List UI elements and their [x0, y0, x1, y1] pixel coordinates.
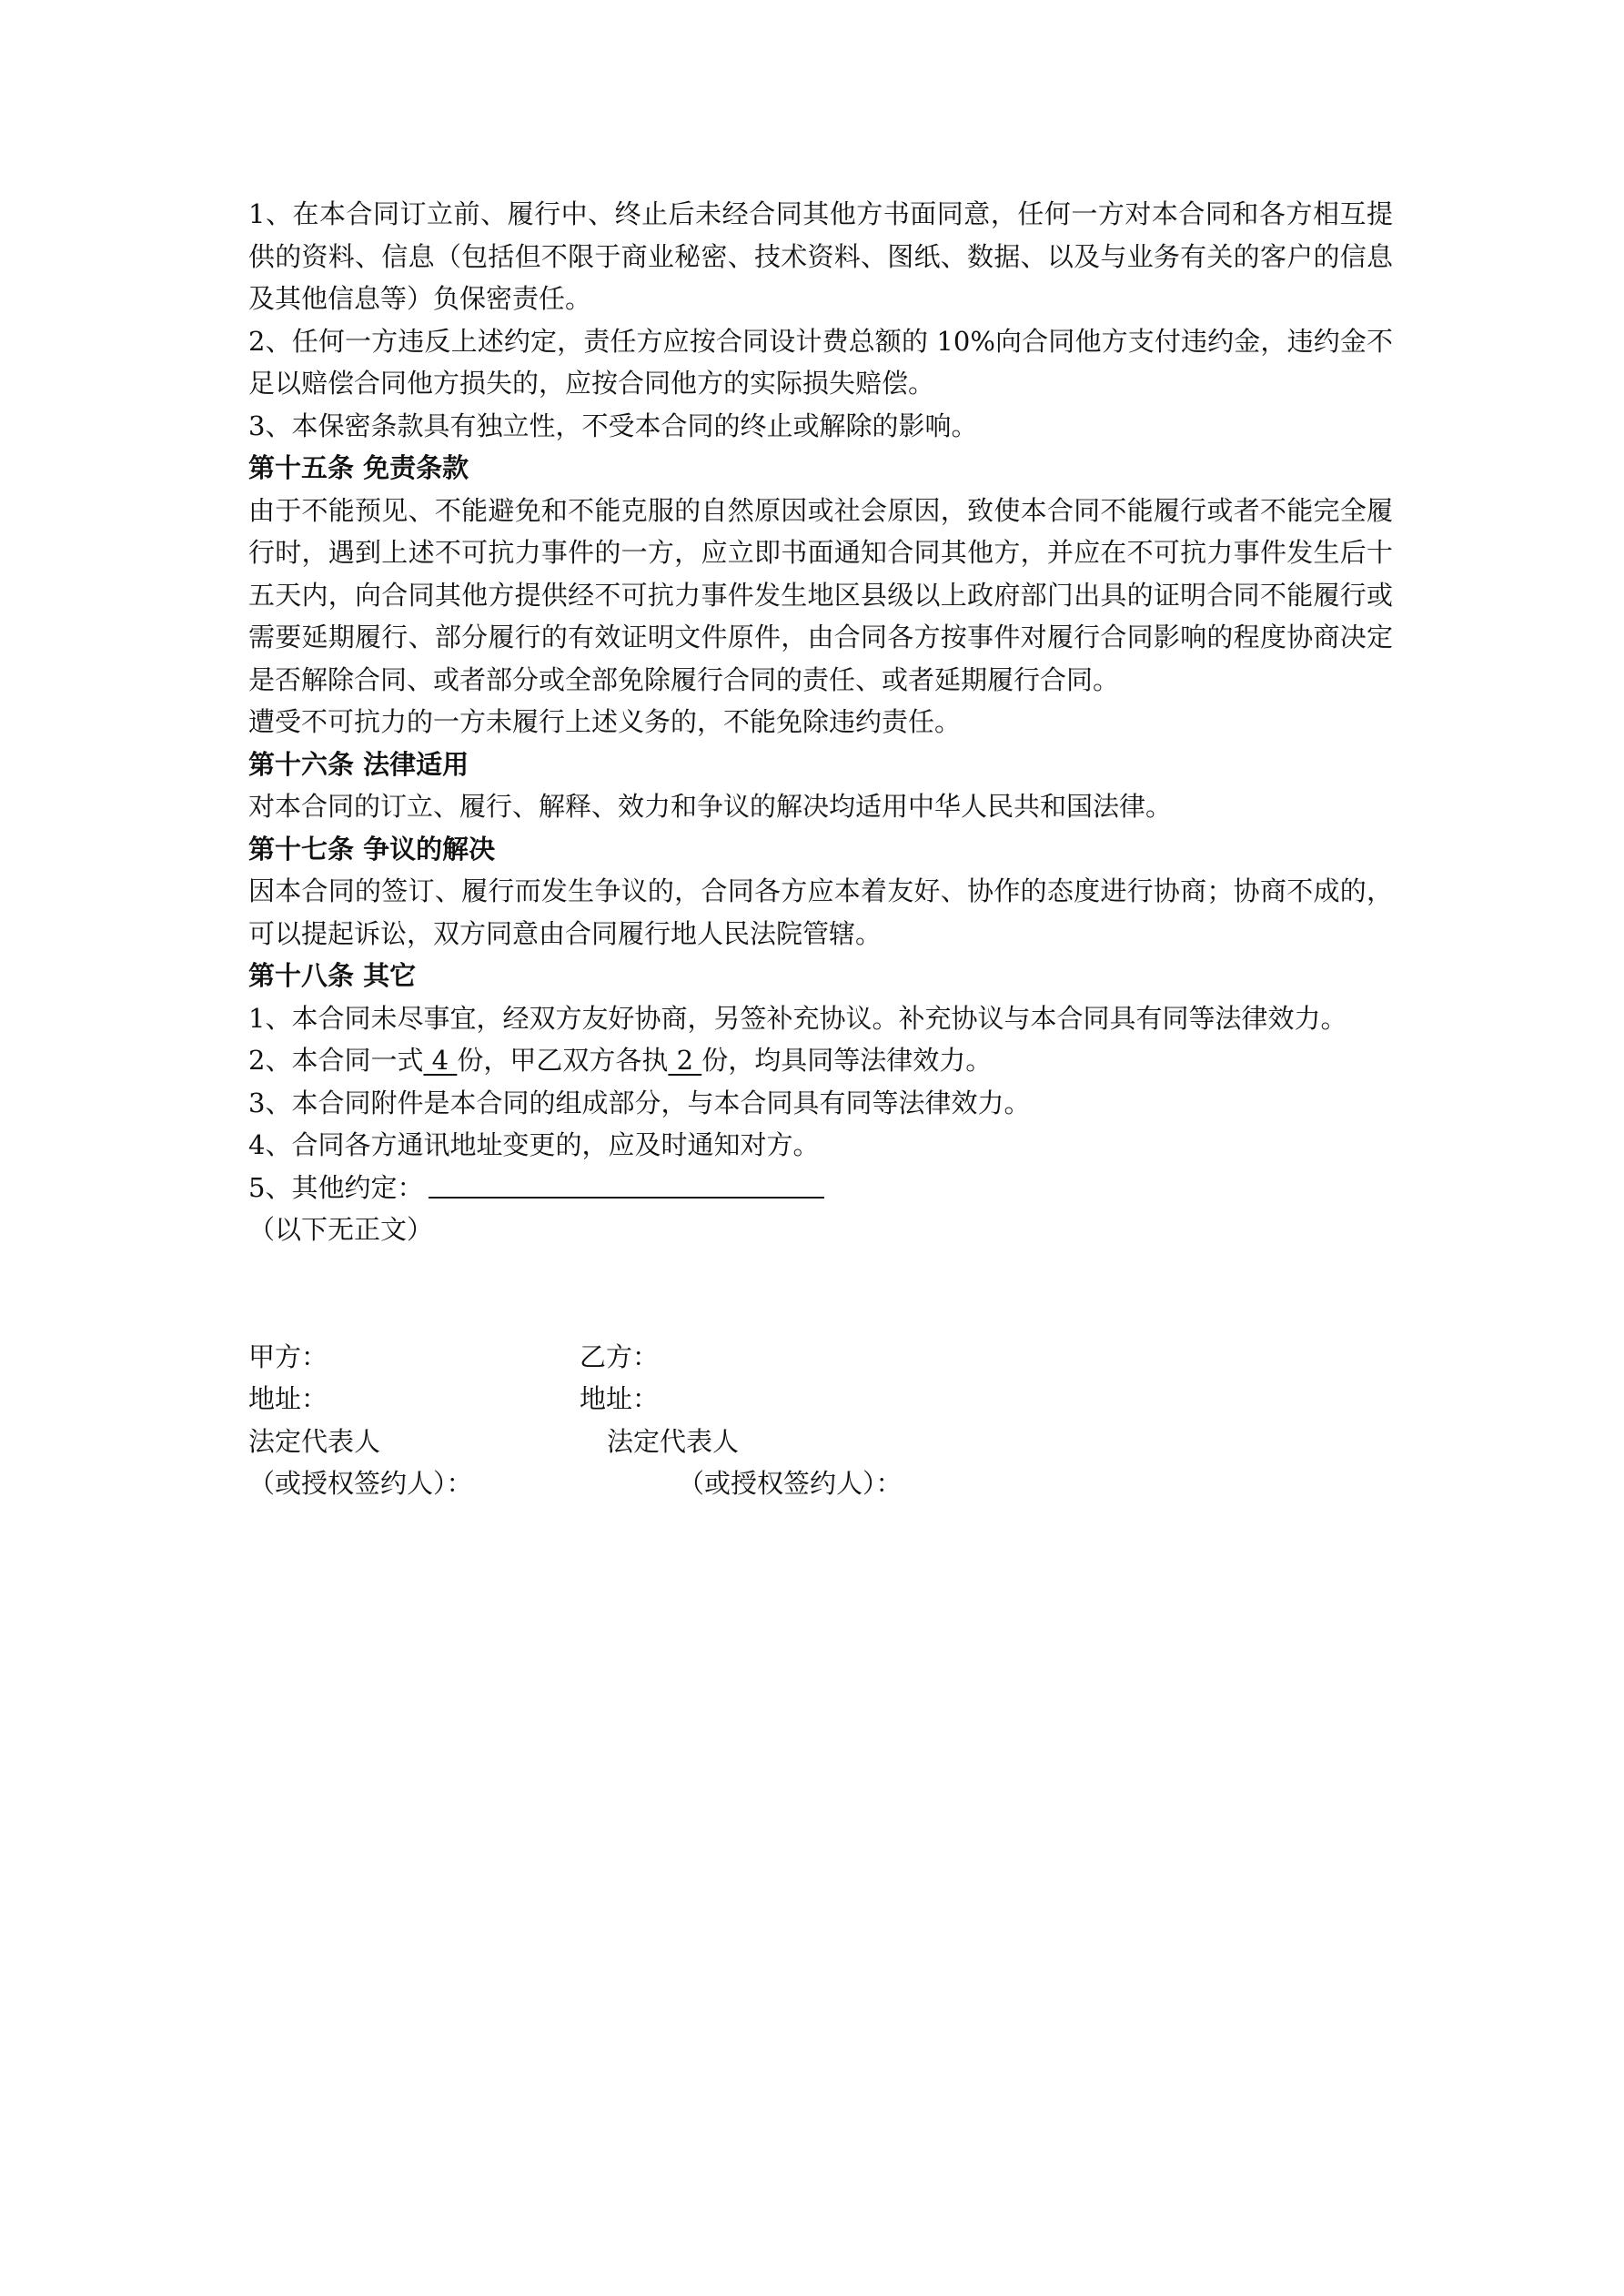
misc-item-1: 1、本合同未尽事宜，经双方友好协商，另签补充协议。补充协议与本合同具有同等法律效力。	[248, 1002, 1347, 1034]
confidentiality-item-1: 1、在本合同订立前、履行中、终止后未经合同其他方书面同意，任何一方对本合同和各方相互提供的资料、信息（包括但不限于商业秘密、技术资料、图纸、数据、以及与业务有关的客户的信息及其他信息等）负保密责任。	[248, 198, 1393, 314]
signature-row-address	[248, 1378, 1393, 1421]
other-agreement-label: 5、其他约定：	[248, 1171, 424, 1203]
clause-17-heading: 第十七条 争议的解决	[248, 833, 496, 865]
copies-total-field: 4	[423, 1045, 458, 1076]
confidentiality-item-3: 3、本保密条款具有独立性，不受本合同的终止或解除的影响。	[248, 410, 978, 441]
misc-item-4: 4、合同各方通讯地址变更的，应及时通知对方。	[248, 1129, 820, 1160]
misc-item-3: 3、本合同附件是本合同的组成部分，与本合同具有同等法律效力。	[248, 1087, 1031, 1118]
end-of-text-note: （以下无正文）	[248, 1214, 434, 1245]
misc-item-5	[248, 1167, 1393, 1209]
clause-18-heading: 第十八条 其它	[248, 960, 417, 991]
clause-15-heading: 第十五条 免责条款	[248, 452, 469, 483]
copies-each-field: 2	[668, 1045, 702, 1076]
signature-row-representative	[248, 1421, 1393, 1463]
party-a-representative-label: 法定代表人	[248, 1425, 381, 1457]
governing-law-paragraph: 对本合同的订立、履行、解释、效力和争议的解决均适用中华人民共和国法律。	[248, 791, 1173, 822]
contract-body	[248, 193, 1393, 1505]
confidentiality-item-2: 2、任何一方违反上述约定，责任方应按合同设计费总额的 10%向合同他方支付违约金，违约金不足以赔偿合同他方损失的，应按合同他方的实际损失赔偿。	[248, 325, 1393, 399]
other-agreement-blank-line	[429, 1169, 824, 1199]
party-a-authorized-signer-label: （或授权签约人）：	[248, 1468, 473, 1499]
dispute-resolution-paragraph: 因本合同的签订、履行而发生争议的，合同各方应本着友好、协作的态度进行协商；协商不成的，可以提起诉讼，双方同意由合同履行地人民法院管辖。	[248, 875, 1393, 949]
party-b-representative-label: 法定代表人	[607, 1425, 740, 1457]
copies-mid: 份，甲乙双方各执	[457, 1045, 669, 1076]
signature-row-authorized	[248, 1462, 1393, 1505]
copies-suffix: 份，均具同等法律效力。	[701, 1045, 993, 1076]
clause-16-heading: 第十六条 法律适用	[248, 748, 469, 780]
misc-item-2	[248, 1039, 1393, 1082]
force-majeure-paragraph: 由于不能预见、不能避免和不能克服的自然原因或社会原因，致使本合同不能履行或者不能完全履行时，遇到上述不可抗力事件的一方，应立即书面通知合同其他方，并应在不可抗力事件发生后十五天内，向合同其他方提供经不可抗力事件发生地区县级以上政府部门出具的证明合同不能履行或需要延期履行、部分履行的有效证明文件原件，由合同各方按事件对履行合同影响的程度协商决定是否解除合同、或者部分或全部免除履行合同的责任、或者延期履行合同。	[248, 494, 1393, 695]
copies-prefix: 2、本合同一式	[248, 1045, 424, 1076]
party-b-address-label: 地址：	[580, 1383, 660, 1414]
spacer	[248, 1251, 1393, 1336]
force-majeure-obligation: 遭受不可抗力的一方未履行上述义务的，不能免除违约责任。	[248, 706, 962, 737]
party-b-authorized-signer-label: （或授权签约人）：	[678, 1468, 903, 1499]
party-b-label: 乙方：	[580, 1340, 660, 1372]
party-a-label: 甲方：	[248, 1340, 328, 1372]
signature-row-party	[248, 1336, 1393, 1379]
party-a-address-label: 地址：	[248, 1383, 328, 1414]
